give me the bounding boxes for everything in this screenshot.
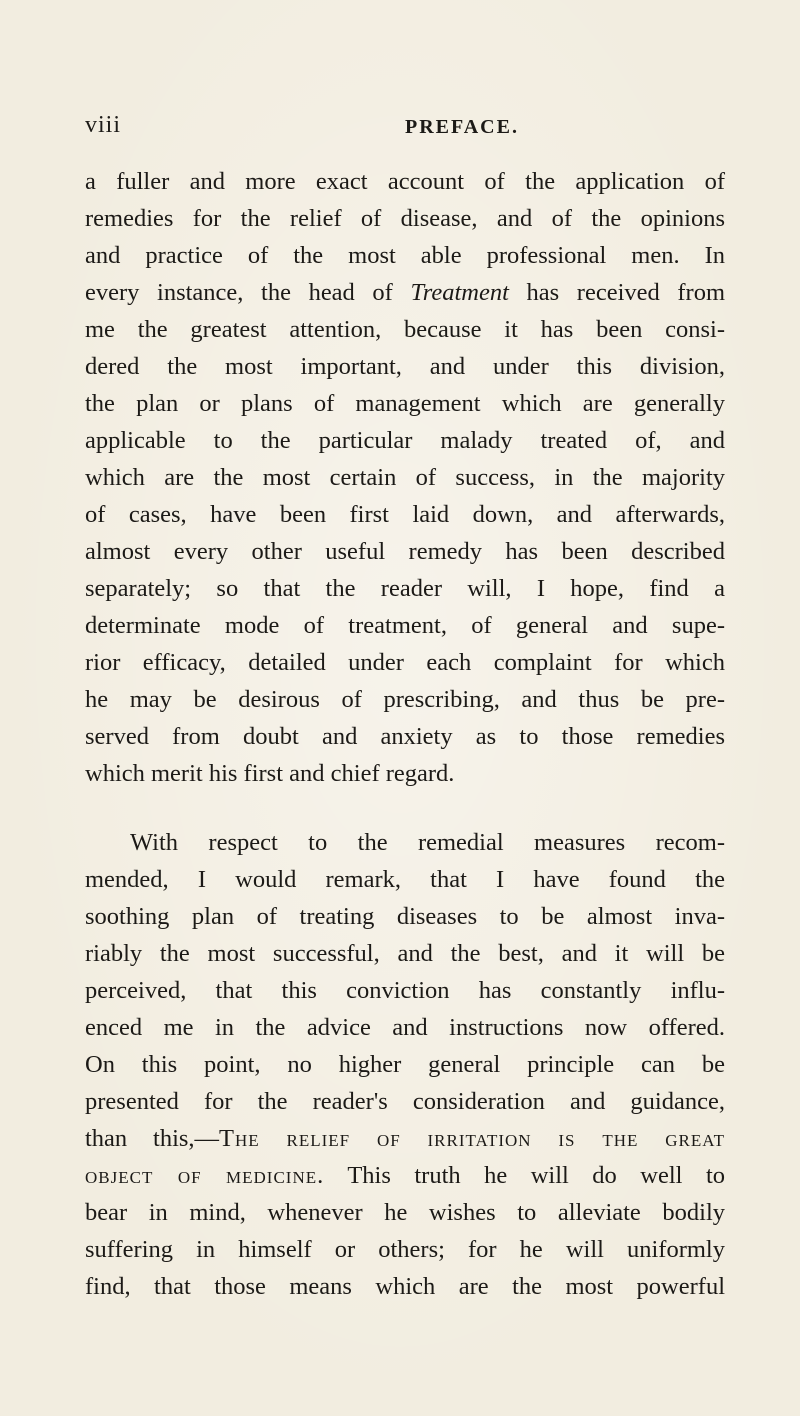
text-line: enced me in the advice and instructions now offered. (85, 1014, 725, 1041)
text-line: and practice of the most able professional men. In (85, 242, 725, 269)
text-line: rior efficacy, detailed under each complaint for which (85, 649, 725, 676)
small-caps-phrase: object of medicine. (85, 1162, 325, 1189)
text-line: a fuller and more exact account of the application of (85, 168, 725, 195)
text-line: suffering in himself or others; for he will uniformly (85, 1236, 725, 1263)
text-line: he may be desirous of prescribing, and thus be pre- (85, 686, 725, 713)
text-line: me the greatest attention, because it has been consi- (85, 316, 725, 343)
text-line: of cases, have been first laid down, and afterwards, (85, 501, 725, 528)
text-line: dered the most important, and under this division, (85, 353, 725, 380)
text-line: remedies for the relief of disease, and of the opinions (85, 205, 725, 232)
text-line: object of medicine. This truth he will do well to (85, 1162, 726, 1189)
page-header (85, 112, 725, 148)
text-line: bear in mind, whenever he wishes to alleviate bodily (85, 1199, 725, 1226)
text-line: perceived, that this conviction has constantly influ- (85, 977, 725, 1004)
text-line: determinate mode of treatment, of general and supe- (85, 612, 725, 639)
page-number: viii (85, 112, 122, 138)
text-line: soothing plan of treating diseases to be almost inva- (85, 903, 725, 930)
text-line: which are the most certain of success, in the majority (85, 464, 725, 491)
text-line: served from doubt and anxiety as to those remedies (85, 723, 725, 750)
running-head: PREFACE. (405, 116, 519, 138)
text-line: which merit his first and chief regard. (85, 760, 455, 787)
italic-term: Treatment (410, 279, 509, 306)
text-line: mended, I would remark, that I have found the (85, 866, 725, 893)
text-line: applicable to the particular malady treated of, and (85, 427, 725, 454)
text-line: With respect to the remedial measures recom- (130, 829, 725, 856)
text-line: find, that those means which are the most powerful (85, 1273, 725, 1300)
small-caps-phrase: The relief of irritation is the great (219, 1125, 725, 1152)
text-line: On this point, no higher general principle can be (85, 1051, 725, 1078)
text-line: every instance, the head of Treatment has received from (85, 279, 725, 306)
text-line: than this,—The relief of irritation is the great (85, 1125, 725, 1152)
text-line: presented for the reader's consideration and guidance, (85, 1088, 725, 1115)
text-line: separately; so that the reader will, I hope, find a (85, 575, 725, 602)
text-line: riably the most successful, and the best, and it will be (85, 940, 725, 967)
text-line: the plan or plans of management which are generally (85, 390, 725, 417)
text-line: almost every other useful remedy has been described (85, 538, 725, 565)
